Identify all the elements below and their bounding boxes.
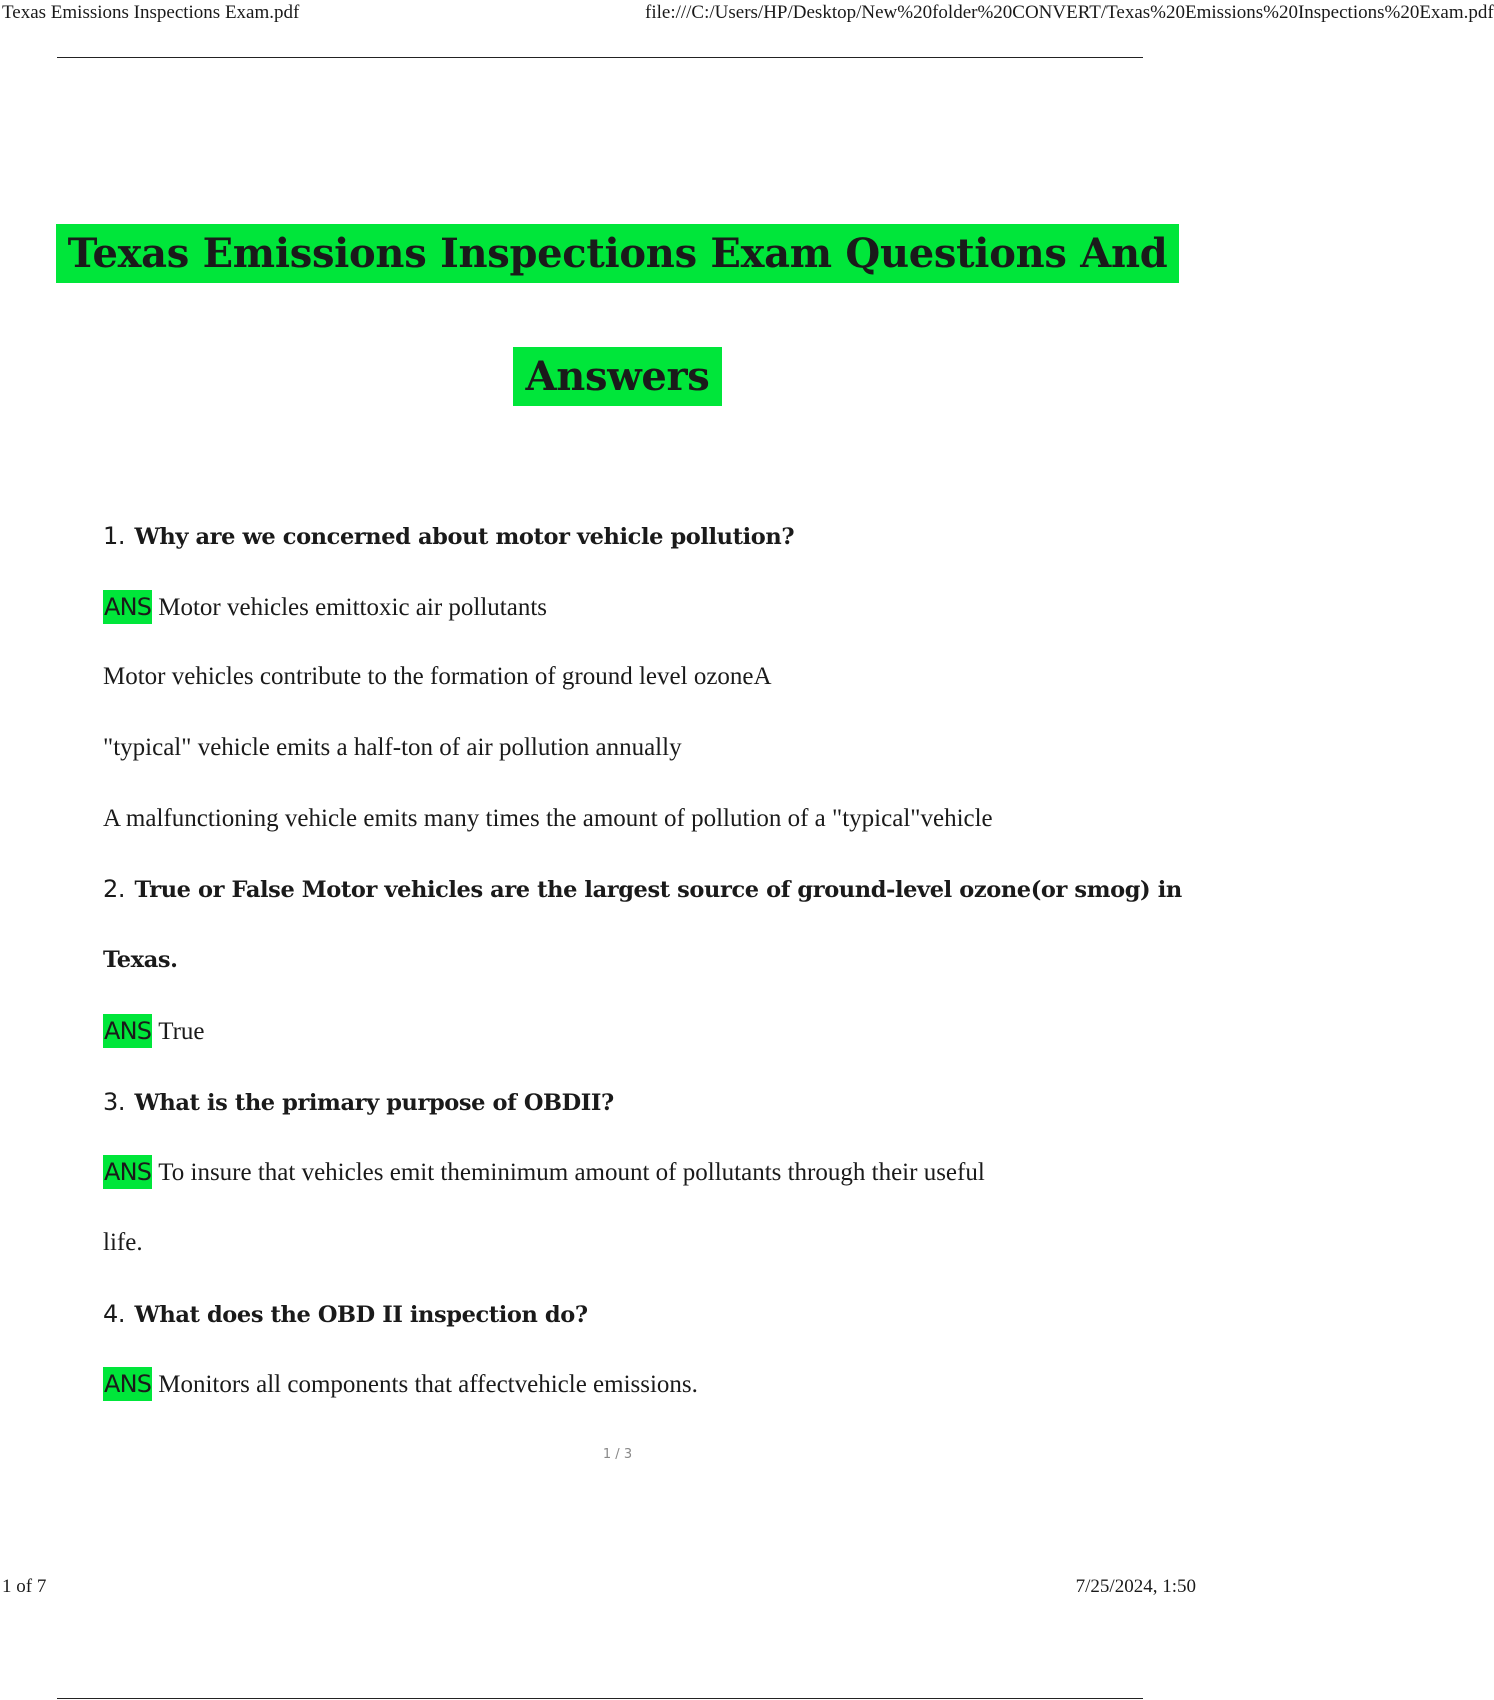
footer-divider — [57, 1698, 1143, 1699]
answer-3-line-2: life. — [103, 1228, 143, 1256]
question-text: What does the OBD II inspection do? — [127, 1301, 588, 1328]
answer-text: Motor vehicles emittoxic air pollutants — [158, 593, 548, 621]
print-footer-page-count: 1 of 7 — [2, 1576, 47, 1597]
answer-1 — [103, 576, 1133, 647]
answer-tag: ANS — [103, 1014, 152, 1048]
answer-2 — [103, 1000, 1133, 1071]
question-text: Why are we concerned about motor vehicle pollution? — [127, 524, 795, 550]
answer-1-line-2: Motor vehicles contribute to the formation of ground level ozoneA — [103, 663, 772, 691]
question-1 — [103, 505, 1133, 576]
question-4 — [103, 1283, 1133, 1354]
answer-4 — [103, 1353, 1133, 1424]
answer-text: Monitors all components that affectvehicle emissions. — [158, 1371, 698, 1399]
question-3 — [103, 1071, 1133, 1142]
title-line-2: Answers — [513, 347, 721, 406]
qa-content — [103, 505, 1182, 1424]
title-line-1: Texas Emissions Inspections Exam Questions And — [56, 224, 1180, 283]
print-header-document-name: Texas Emissions Inspections Exam.pdf — [2, 2, 300, 23]
question-number: 2. — [103, 875, 126, 904]
question-2-line-2: Texas. — [103, 947, 178, 974]
answer-text: To insure that vehicles emit theminimum amount of pollutants through their useful — [158, 1159, 985, 1187]
question-number: 3. — [103, 1087, 126, 1116]
question-text: True or False Motor vehicles are the largest source of ground-level ozone(or smog) in — [127, 877, 1182, 904]
question-text: What is the primary purpose of OBDII? — [127, 1089, 614, 1116]
print-footer-timestamp: 7/25/2024, 1:50 — [1075, 1576, 1196, 1597]
document-title — [0, 192, 1235, 438]
answer-3 — [103, 1141, 1133, 1212]
question-2 — [103, 858, 1182, 929]
answer-tag: ANS — [103, 590, 152, 624]
question-number: 4. — [103, 1299, 126, 1328]
header-divider — [57, 57, 1143, 58]
answer-tag: ANS — [103, 1155, 152, 1189]
answer-text: True — [158, 1017, 205, 1045]
answer-tag: ANS — [103, 1367, 152, 1401]
print-header — [0, 0, 1494, 30]
answer-1-line-3: "typical" vehicle emits a half-ton of air pollution annually — [103, 734, 682, 762]
question-number: 1. — [103, 522, 126, 550]
answer-1-line-4: A malfunctioning vehicle emits many times the amount of pollution of a "typical"vehicle — [103, 804, 993, 832]
print-header-url: file:///C:/Users/HP/Desktop/New%20folder%20CONVERT/Texas%20Emissions%20Inspections%20Exam.pdf — [645, 2, 1494, 23]
page-indicator: 1 / 3 — [602, 1447, 633, 1462]
